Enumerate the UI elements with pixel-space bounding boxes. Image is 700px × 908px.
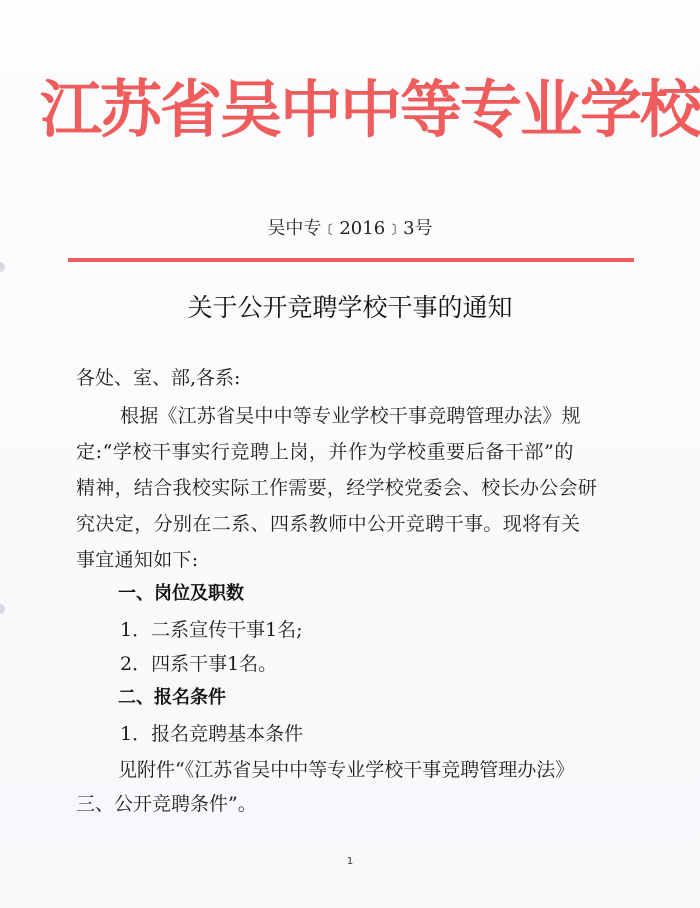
salutation: 各处、室、部,各系: [76,367,241,389]
paragraph-line: 定:“学校干事实行竞聘上岗，并作为学校重要后备干部”的 [76,441,575,463]
red-header-divider [68,258,634,262]
document-number: 吴中专﹝2016﹞3号 [267,218,433,239]
list-item: 2．四系干事1名。 [120,653,278,675]
binding-hole-mark [0,604,5,614]
list-item: 见附件“《江苏省吴中中等专业学校干事竞聘管理办法》 [118,759,575,781]
paragraph-line: 事宜通知如下: [76,549,199,571]
organization-header: 江苏省吴中中等专业学校 [40,73,700,146]
binding-hole-mark [0,262,5,272]
paragraph-line: 根据《江苏省吴中中等专业学校干事竞聘管理办法》规 [120,405,581,427]
list-item: 三、公开竞聘条件”。 [76,793,257,815]
paragraph-line: 精神，结合我校实际工作需要，经学校党委会、校长办公会研 [76,477,598,499]
list-item: 1．二系宣传干事1名; [120,619,303,641]
page-number: 1 [346,856,354,867]
notice-title: 关于公开竞聘学校干事的通知 [187,293,513,322]
section-heading-positions: 一、岗位及职数 [118,583,244,604]
section-heading-requirements: 二、报名条件 [118,687,226,708]
list-item: 1．报名竞聘基本条件 [120,723,304,745]
paragraph-line: 究决定，分别在二系、四系教师中公开竞聘干事。现将有关 [76,513,581,535]
